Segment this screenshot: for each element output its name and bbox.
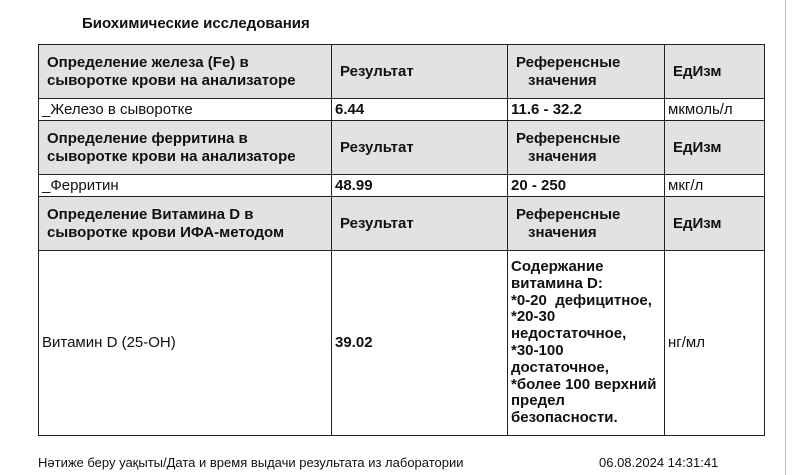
reference-header-line1: Референсные: [516, 205, 621, 223]
table-row: [39, 175, 765, 197]
reference-header-line1: Референсные: [516, 129, 621, 147]
reference-range: 20 - 250: [508, 175, 665, 197]
group-title: [39, 121, 332, 175]
result-value: 6.44: [332, 99, 508, 121]
test-name: _Железо в сыворотке: [39, 99, 332, 121]
group-title-line1: Определение Витамина D в: [47, 205, 254, 223]
reference-note-line: Содержание: [511, 258, 604, 276]
reference-header-line2: значения: [528, 71, 597, 89]
test-name: _Ферритин: [39, 175, 332, 197]
group-title-line2: сыворотке крови ИФА-методом: [47, 223, 285, 241]
group-header-row: [39, 197, 765, 251]
group-title-line1: Определение ферритина в: [47, 129, 248, 147]
reference-header: [508, 197, 665, 251]
result-header: Результат: [332, 45, 508, 99]
footer-datetime: 06.08.2024 14:31:41: [599, 455, 719, 470]
result-header: Результат: [332, 121, 508, 175]
reference-note-line: предел: [511, 392, 565, 410]
group-title: [39, 45, 332, 99]
table-row: [39, 99, 765, 121]
reference-note-line: безопасности.: [511, 409, 618, 427]
lab-results-table: [38, 44, 765, 436]
table-row: [39, 251, 765, 436]
reference-note-line: *20-30: [511, 308, 556, 326]
reference-header-line2: значения: [528, 147, 597, 165]
group-title-line2: сыворотке крови на анализаторе: [47, 147, 296, 165]
reference-note-line: *0-20 дефицитное,: [511, 291, 652, 309]
reference-note-line: недостаточное,: [511, 325, 627, 343]
reference-header: [508, 121, 665, 175]
group-title-line1: Определение железа (Fe) в: [47, 53, 249, 71]
group-title: [39, 197, 332, 251]
test-name: Витамин D (25-OH): [39, 251, 332, 436]
reference-range: 11.6 - 32.2: [508, 99, 665, 121]
reference-note: [508, 251, 665, 436]
group-title-line2: сыворотке крови на анализаторе: [47, 71, 296, 89]
reference-header: [508, 45, 665, 99]
footer-label: Нәтиже беру уақыты/Дата и время выдачи результата из лаборатории: [38, 455, 464, 470]
reference-note-line: витамина D:: [511, 274, 603, 292]
unit-value: мкмоль/л: [665, 99, 765, 121]
result-value: 39.02: [332, 251, 508, 436]
group-header-row: [39, 121, 765, 175]
reference-header-line1: Референсные: [516, 53, 621, 71]
reference-header-line2: значения: [528, 223, 597, 241]
unit-header: ЕдИзм: [665, 45, 765, 99]
page-edge: [785, 0, 800, 475]
reference-note-line: достаточное,: [511, 358, 609, 376]
unit-header: ЕдИзм: [665, 197, 765, 251]
unit-value: нг/мл: [665, 251, 765, 436]
unit-header: ЕдИзм: [665, 121, 765, 175]
unit-value: мкг/л: [665, 175, 765, 197]
result-value: 48.99: [332, 175, 508, 197]
result-header: Результат: [332, 197, 508, 251]
group-header-row: [39, 45, 765, 99]
section-title: Биохимические исследования: [82, 15, 310, 32]
reference-note-line: *более 100 верхний: [511, 375, 657, 393]
reference-note-line: *30-100: [511, 342, 564, 359]
